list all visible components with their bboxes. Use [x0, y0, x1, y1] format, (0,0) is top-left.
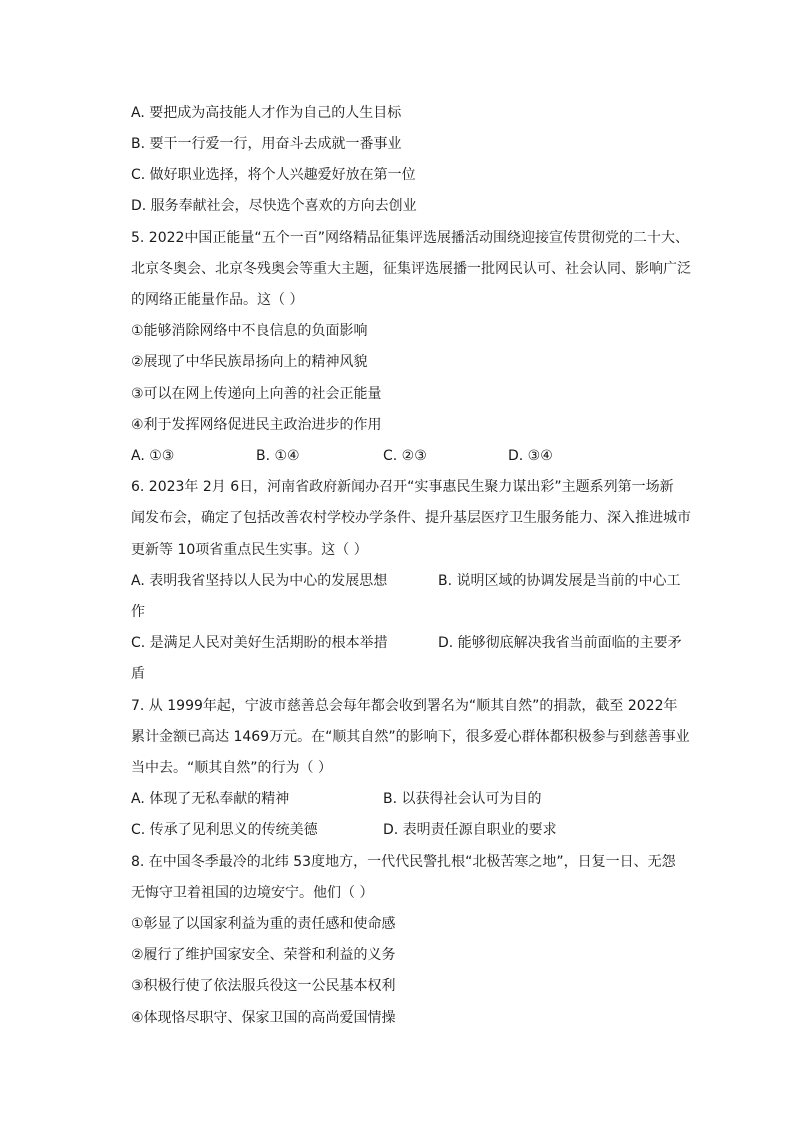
q5-option-a: A. ①③ — [131, 448, 175, 464]
q4-option-b: B. 要干一行爱一行，用奋斗去成就一番事业 — [131, 136, 402, 152]
q8-statement-4: ④体现恪尽职守、保家卫国的高尚爱国情操 — [131, 1010, 396, 1026]
q4-option-d: D. 服务奉献社会，尽快选个喜欢的方向去创业 — [131, 198, 417, 214]
q8-statement-3: ③积极行使了依法服兵役这一公民基本权利 — [131, 978, 396, 994]
q7-option-a: A. 体现了无私奉献的精神 — [131, 791, 290, 807]
q6-option-b: B. 说明区域的协调发展是当前的中心工 — [438, 573, 681, 589]
q7-stem-line-3: 当中去。“顺其自然”的行为（ ） — [131, 760, 332, 776]
q4-option-a: A. 要把成为高技能人才作为自己的人生目标 — [131, 105, 402, 121]
q6-stem-line-3: 更新等 10项省重点民生实事。这（ ） — [131, 542, 368, 558]
q7-stem-line-1: 7. 从 1999年起，宁波市慈善总会每年都会收到署名为“顺其自然”的捐款，截至 2022年 — [131, 698, 678, 714]
q5-statement-1: ①能够消除网络中不良信息的负面影响 — [131, 323, 368, 339]
q6-option-d: D. 能够彻底解决我省当前面临的主要矛 — [438, 635, 682, 651]
q8-statement-1: ①彰显了以国家利益为重的责任感和使命感 — [131, 916, 396, 932]
q5-option-c: C. ②③ — [383, 448, 427, 464]
q6-option-d-wrap: 盾 — [131, 666, 145, 682]
q7-option-c: C. 传承了见利思义的传统美德 — [131, 822, 318, 838]
q6-option-c: C. 是满足人民对美好生活期盼的根本举措 — [131, 635, 388, 651]
q7-option-b: B. 以获得社会认可为目的 — [383, 791, 542, 807]
q5-statement-3: ③可以在网上传递向上向善的社会正能量 — [131, 386, 382, 402]
q4-option-c: C. 做好职业选择，将个人兴趣爱好放在第一位 — [131, 167, 416, 183]
q6-stem-line-2: 闻发布会，确定了包括改善农村学校办学条件、提升基层医疗卫生服务能力、深入推进城市 — [131, 510, 691, 526]
q8-stem-line-1: 8. 在中国冬季最冷的北纬 53度地方，一代代民警扎根“北极苦寒之地”，日复一日、无怨 — [131, 854, 676, 870]
q6-option-a: A. 表明我省坚持以人民为中心的发展思想 — [131, 573, 388, 589]
q6-option-b-wrap: 作 — [131, 604, 145, 620]
q5-option-d: D. ③④ — [508, 448, 553, 464]
q7-option-d: D. 表明责任源自职业的要求 — [383, 822, 557, 838]
q8-stem-line-2: 无悔守卫着祖国的边境安宁。他们（ ） — [131, 885, 374, 901]
q8-statement-2: ②履行了维护国家安全、荣誉和利益的义务 — [131, 947, 396, 963]
q6-stem-line-1: 6. 2023年 2月 6日，河南省政府新闻办召开“实事惠民生聚力谋出彩”主题系列第一场新 — [131, 479, 674, 495]
q5-stem-line-1: 5. 2022中国正能量“五个一百”网络精品征集评选展播活动围绕迎接宣传贯彻党的二十大、 — [131, 230, 689, 246]
q5-statement-4: ④利于发挥网络促进民主政治进步的作用 — [131, 417, 382, 433]
q5-statement-2: ②展现了中华民族昂扬向上的精神风貌 — [131, 354, 368, 370]
q5-stem-line-3: 的网络正能量作品。这（ ） — [131, 292, 304, 308]
q5-stem-line-2: 北京冬奥会、北京冬残奥会等重大主题，征集评选展播一批网民认可、社会认同、影响广泛 — [131, 261, 691, 277]
q7-stem-line-2: 累计金额已高达 1469万元。在“顺其自然”的影响下，很多爱心群体都积极参与到慈善事业 — [131, 729, 690, 745]
q5-option-b: B. ①④ — [256, 448, 300, 464]
